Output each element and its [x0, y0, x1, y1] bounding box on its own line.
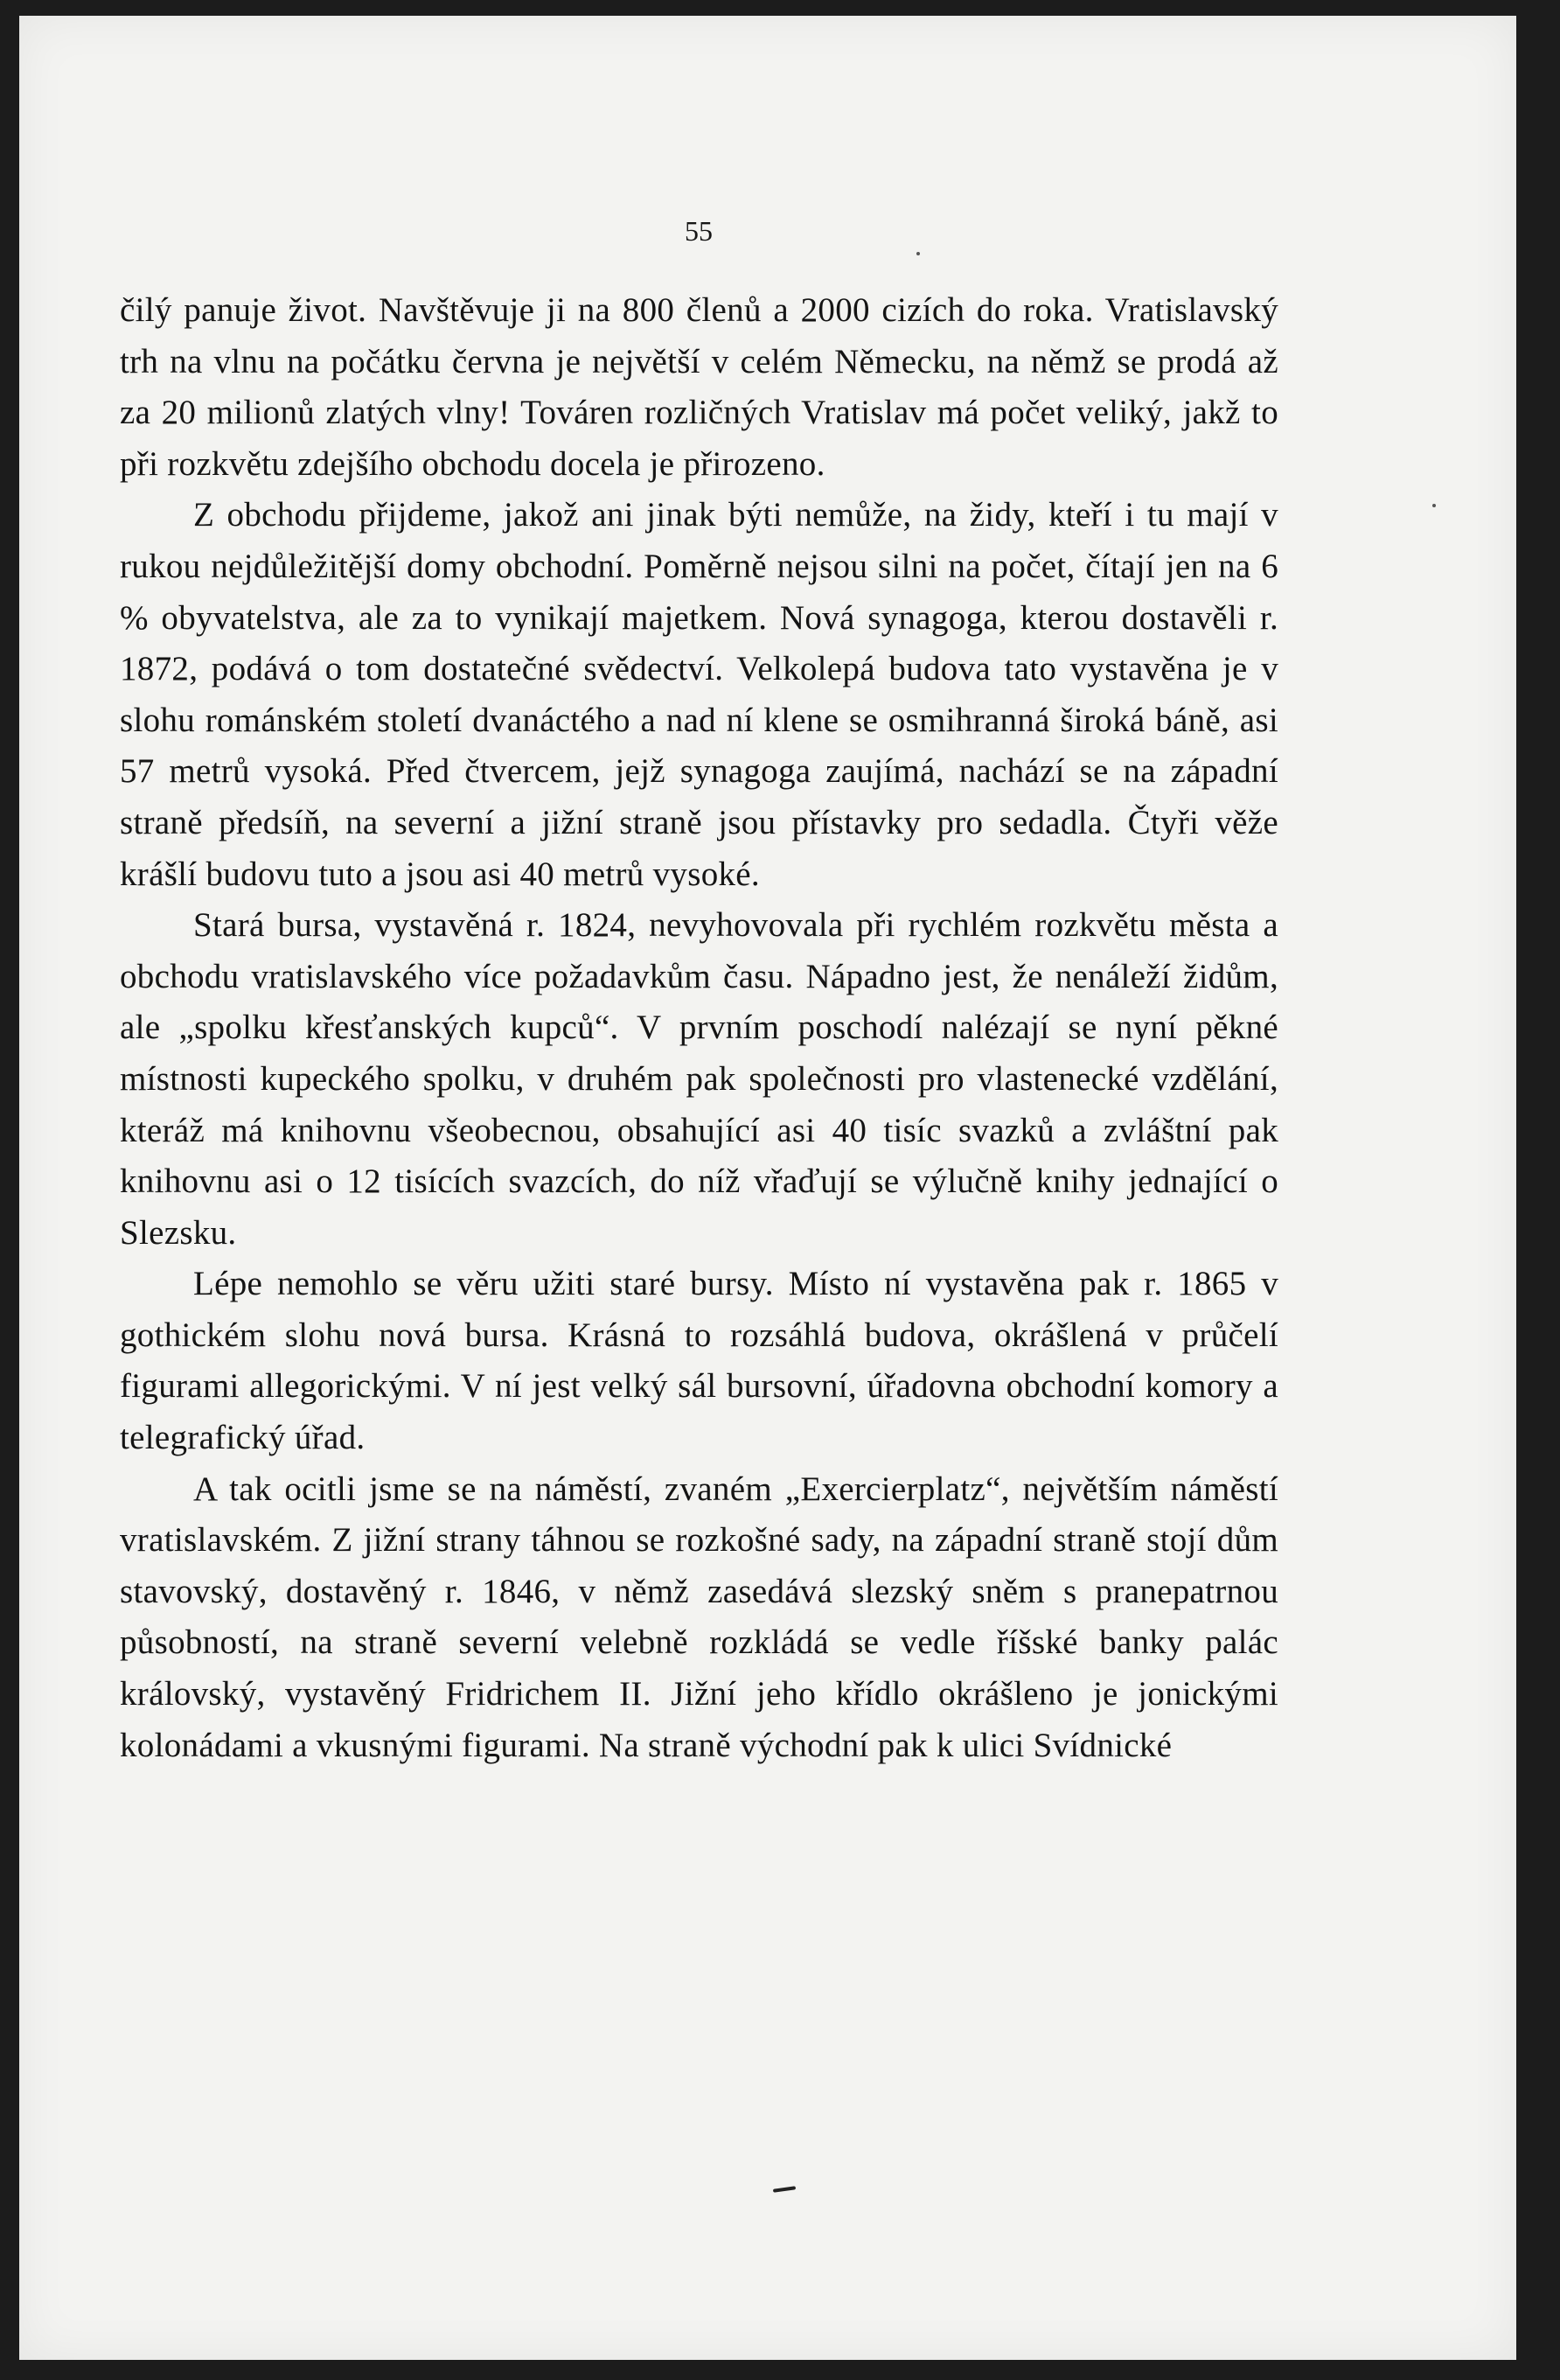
- paragraph-5: A tak ocitli jsme se na náměstí, zvaném „Exercierplatz“, největším náměstí vratislavském. Z jižní strany táhnou se rozkošné sady, na západní straně stojí dům stavovský, dostavěný r. 1846, v němž zasedává slezský sněm s pranepatrnou působností, na straně severní velebně rozkládá se vedle říšské banky palác královský, vystavěný Fridrichem II. Jižní jeho křídlo okrášleno je jonickými kolonádami a vkusnými figurami. Na straně východní pak k ulici Svídnické: [120, 1469, 1278, 1764]
- paragraph-1: čilý panuje život. Navštěvuje ji na 800 členů a 2000 cizích do roka. Vratislavský trh na vlnu na počátku června je největší v celém Německu, na němž se prodá až za 20 milionů zlatých vlny! Továren rozličných Vratislav má počet veliký, jakž to při rozkvětu zdejšího obchodu docela je přirozeno.: [120, 291, 1278, 483]
- scan-ink-mark: [773, 2186, 796, 2193]
- paragraph-2: Z obchodu přijdeme, jakož ani jinak býti nemůže, na židy, kteří i tu mají v rukou nejdůležitější domy obchodní. Poměrně nejsou silni na počet, čítají jen na 6 % obyvatelstva, ale za to vynikají majetkem. Nová synagoga, kterou dostavěli r. 1872, podává o tom dostatečné svědectví. Velkolepá budova tato vystavěna je v slohu románském století dvanáctého a nad ní klene se osmihranná široká báně, asi 57 metrů vysoká. Před čtvercem, jejž synagoga zaujímá, nachází se na západní straně předsíň, na severní a jižní straně jsou přístavky pro sedadla. Čtyři věže krášlí budovu tuto a jsou asi 40 metrů vysoké.: [120, 496, 1278, 893]
- body-text: [120, 285, 1278, 1771]
- paragraph-4: Lépe nemohlo se věru užiti staré bursy. Místo ní vystavěna pak r. 1865 v gothickém slohu nová bursa. Krásná to rozsáhlá budova, okrášlená v průčelí figurami allegorickými. V ní jest velký sál bursovní, úřadovna obchodní komory a telegrafický úřad.: [120, 1265, 1278, 1457]
- book-page: [19, 16, 1516, 2360]
- paragraph-3: Stará bursa, vystavěná r. 1824, nevyhovovala při rychlém rozkvětu města a obchodu vratislavského více požadavkům času. Nápadno jest, že nenáleží židům, ale „spolku křesťanských kupců“. V prvním poschodí nalézají se nyní pěkné místnosti kupeckého spolku, v druhém pak společnosti pro vlastenecké vzdělání, kteráž má knihovnu všeobecnou, obsahující asi 40 tisíc svazků a zvláštní pak knihovnu asi o 12 tisících svazcích, do níž vřaďují se výlučně knihy jednající o Slezsku.: [120, 906, 1278, 1252]
- scan-speck: [916, 252, 920, 255]
- scan-speck: [1432, 504, 1436, 507]
- page-number: 55: [685, 215, 713, 247]
